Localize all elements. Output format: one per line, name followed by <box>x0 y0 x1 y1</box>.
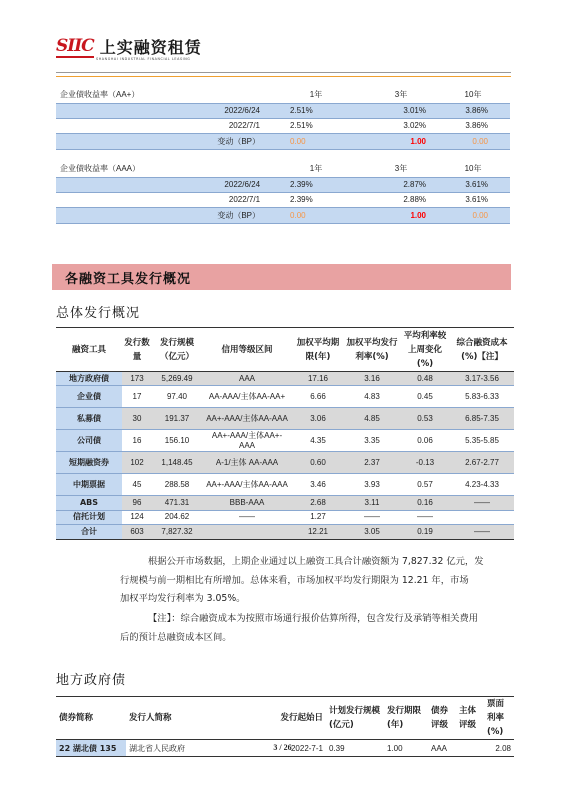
row-date: 2022/6/24 <box>56 103 270 118</box>
change-label: 变动（BP） <box>56 208 270 223</box>
col-header: 主体评级 <box>456 697 484 740</box>
summary-line: 行规模与前一期相比有所增加。总体来看，市场加权平均发行期限为 12.21 年，市场 <box>120 575 469 586</box>
cell-value: 3.86% <box>430 103 510 118</box>
cell-count: 30 <box>122 408 152 430</box>
instrument-name: 地方政府债 <box>56 372 122 386</box>
table-row <box>56 510 514 524</box>
instrument-name: 中期票据 <box>56 474 122 496</box>
cell-change: —— <box>400 510 450 524</box>
cell-scale: 5,269.49 <box>152 372 202 386</box>
change-value: 0.00 <box>270 208 330 223</box>
cell-scale: 7,827.32 <box>152 525 202 539</box>
col-3y: 3年 <box>330 162 430 177</box>
cell-cost <box>450 510 514 524</box>
cell-cost: 5.35-5.85 <box>450 430 514 452</box>
change-value: 1.00 <box>330 134 430 149</box>
col-header: 计划发行规模(亿元) <box>326 697 384 740</box>
cell-rating: AA+-AAA/主体AA-AAA <box>202 474 292 496</box>
summary-line: 根据公开市场数据，上期企业通过以上融资工具合计融资额为 7,827.32 亿元，发 <box>148 556 484 567</box>
row-date: 2022/6/24 <box>56 177 270 192</box>
col-1y: 1年 <box>270 88 330 103</box>
summary-line: 加权平均发行利率为 3.05%。 <box>120 593 246 604</box>
col-header: 综合融资成本(%)【注】 <box>450 328 514 372</box>
cell-rating: AA+-AAA/主体AA-AAA <box>202 408 292 430</box>
cell-change: 0.57 <box>400 474 450 496</box>
brand-name: 上实融资租赁 <box>99 38 202 57</box>
cell-value: 3.61% <box>430 177 510 192</box>
cell-term: 12.21 <box>292 525 344 539</box>
company-logo <box>56 36 202 61</box>
cell-rating: BBB-AAA <box>202 496 292 510</box>
cell-count: 17 <box>122 386 152 408</box>
cell-scale: 471.31 <box>152 496 202 510</box>
cell-rating <box>202 525 292 539</box>
local-gov-heading: 地方政府债 <box>56 673 127 688</box>
yield-table-aaa <box>56 162 510 224</box>
change-value: 1.00 <box>330 208 430 223</box>
cell-term: 3.46 <box>292 474 344 496</box>
col-header: 信用等级区间 <box>202 328 292 372</box>
change-value: 0.00 <box>430 134 510 149</box>
cell-value: 3.61% <box>430 193 510 208</box>
header-accent-divider <box>56 76 511 77</box>
cell-term: 3.06 <box>292 408 344 430</box>
table-row <box>56 430 514 452</box>
cell-count: 124 <box>122 510 152 524</box>
cell-rating: AA+-AAA/主体AA+-AAA <box>202 430 292 452</box>
cell-issuer: 湖北省人民政府 <box>126 740 246 757</box>
table-row <box>56 386 514 408</box>
cell-count: 16 <box>122 430 152 452</box>
row-date: 2022/7/1 <box>56 119 270 134</box>
cell-term: 4.35 <box>292 430 344 452</box>
instrument-name: ABS <box>56 496 122 510</box>
cell-count: 603 <box>122 525 152 539</box>
cell-change: -0.13 <box>400 452 450 474</box>
cell-term: 2.68 <box>292 496 344 510</box>
instrument-name: 信托计划 <box>56 510 122 524</box>
cell-value: 2.51% <box>270 119 330 134</box>
table-row <box>56 496 514 510</box>
col-header: 融资工具 <box>56 328 122 372</box>
page-number: 3 / 26 <box>273 743 292 752</box>
instrument-name: 企业债 <box>56 386 122 408</box>
col-header: 债券简称 <box>56 697 126 740</box>
cell-term: 1.27 <box>292 510 344 524</box>
table-row <box>56 474 514 496</box>
cell-cost: 5.83-6.33 <box>450 386 514 408</box>
overview-heading: 总体发行概况 <box>56 306 141 321</box>
col-header: 发行起始日 <box>246 697 326 740</box>
brand-name-en: SHANGHAI INDUSTRIAL FINANCIAL LEASING <box>96 57 191 61</box>
col-10y: 10年 <box>430 162 510 177</box>
cell-rate: 3.05 <box>344 525 400 539</box>
cell-change: 0.53 <box>400 408 450 430</box>
section-title: 各融资工具发行概况 <box>65 272 192 287</box>
cell-cost: —— <box>450 525 514 539</box>
cell-term: 1.00 <box>384 740 428 757</box>
cell-rate: 3.93 <box>344 474 400 496</box>
cell-scale: 204.62 <box>152 510 202 524</box>
col-header: 加权平均发行利率(%) <box>344 328 400 372</box>
cell-cost: 6.85-7.35 <box>450 408 514 430</box>
cell-value: 3.02% <box>330 119 430 134</box>
change-label: 变动（BP） <box>56 134 270 149</box>
table-row <box>56 408 514 430</box>
cell-change: 0.45 <box>400 386 450 408</box>
instrument-name: 公司债 <box>56 430 122 452</box>
cell-term: 6.66 <box>292 386 344 408</box>
issuance-overview-table <box>56 327 514 540</box>
note-line: 【注】：综合融资成本为按照市场通行报价估算所得，包含发行及承销等相关费用 <box>148 613 479 624</box>
col-header: 发行期限(年) <box>384 697 428 740</box>
instrument-name: 私募债 <box>56 408 122 430</box>
cell-value: 3.86% <box>430 119 510 134</box>
cell-count: 173 <box>122 372 152 386</box>
section-banner <box>52 264 511 290</box>
col-header: 债券评级 <box>428 697 456 740</box>
yield-table-title: 企业债收益率（AA+） <box>56 88 270 103</box>
cell-value: 2.51% <box>270 103 330 118</box>
cell-rate: 2.37 <box>344 452 400 474</box>
cell-scale: 97.40 <box>152 386 202 408</box>
siic-logo-mark: SIIC <box>56 36 94 56</box>
cell-scale: 191.37 <box>152 408 202 430</box>
cell-rating: AAA <box>202 372 292 386</box>
table-row-total <box>56 525 514 539</box>
table-row <box>56 452 514 474</box>
change-value: 0.00 <box>270 134 330 149</box>
cell-cost: 4.23-4.33 <box>450 474 514 496</box>
cell-term: 17.16 <box>292 372 344 386</box>
cell-rate: 3.16 <box>344 372 400 386</box>
cell-rating: A-1/主体 AA-AAA <box>202 452 292 474</box>
cell-count: 102 <box>122 452 152 474</box>
col-10y: 10年 <box>430 88 510 103</box>
col-header: 加权平均期限(年) <box>292 328 344 372</box>
cell-rate: 4.83 <box>344 386 400 408</box>
change-value: 0.00 <box>430 208 510 223</box>
yield-table-aa-plus <box>56 88 510 150</box>
total-label: 合计 <box>56 525 122 539</box>
cell-rating: AAA <box>428 740 456 757</box>
cell-change: 0.19 <box>400 525 450 539</box>
cell-date: 2022-7-1 <box>246 740 326 757</box>
cell-scale: 0.39 <box>326 740 384 757</box>
cell-change: 0.48 <box>400 372 450 386</box>
header-divider <box>56 72 511 73</box>
col-header: 平均利率较上周变化(%) <box>400 328 450 372</box>
instrument-name: 短期融资券 <box>56 452 122 474</box>
cell-change: 0.16 <box>400 496 450 510</box>
cell-rating: AA-AAA/主体AA-AA+ <box>202 386 292 408</box>
cell-scale: 1,148.45 <box>152 452 202 474</box>
table-row <box>56 372 514 386</box>
cell-cost: 3.17-3.56 <box>450 372 514 386</box>
col-header: 发行数量 <box>122 328 152 372</box>
cell-rate: 4.85 <box>344 408 400 430</box>
cell-term: 0.60 <box>292 452 344 474</box>
cell-rating: —— <box>202 510 292 524</box>
cell-rate: 3.35 <box>344 430 400 452</box>
row-date: 2022/7/1 <box>56 193 270 208</box>
col-1y: 1年 <box>270 162 330 177</box>
col-header: 票面利率(%) <box>484 697 514 740</box>
cell-scale: 156.10 <box>152 430 202 452</box>
cell-count: 96 <box>122 496 152 510</box>
cell-value: 2.39% <box>270 177 330 192</box>
cell-rate: 3.11 <box>344 496 400 510</box>
col-header: 发行人简称 <box>126 697 246 740</box>
cell-value: 3.01% <box>330 103 430 118</box>
cell-scale: 288.58 <box>152 474 202 496</box>
cell-value: 2.88% <box>330 193 430 208</box>
col-3y: 3年 <box>330 88 430 103</box>
cell-change: 0.06 <box>400 430 450 452</box>
cell-coupon: 2.08 <box>484 740 514 757</box>
note-line: 后的预计总融资成本区间。 <box>120 632 232 643</box>
cell-cost: —— <box>450 496 514 510</box>
col-header: 发行规模（亿元） <box>152 328 202 372</box>
cell-rate: —— <box>344 510 400 524</box>
bond-name: 22 湖北债 135 <box>56 740 126 757</box>
cell-count: 45 <box>122 474 152 496</box>
cell-value: 2.39% <box>270 193 330 208</box>
cell-cost: 2.67-2.77 <box>450 452 514 474</box>
yield-table-title: 企业债收益率（AAA） <box>56 162 270 177</box>
cell-value: 2.87% <box>330 177 430 192</box>
